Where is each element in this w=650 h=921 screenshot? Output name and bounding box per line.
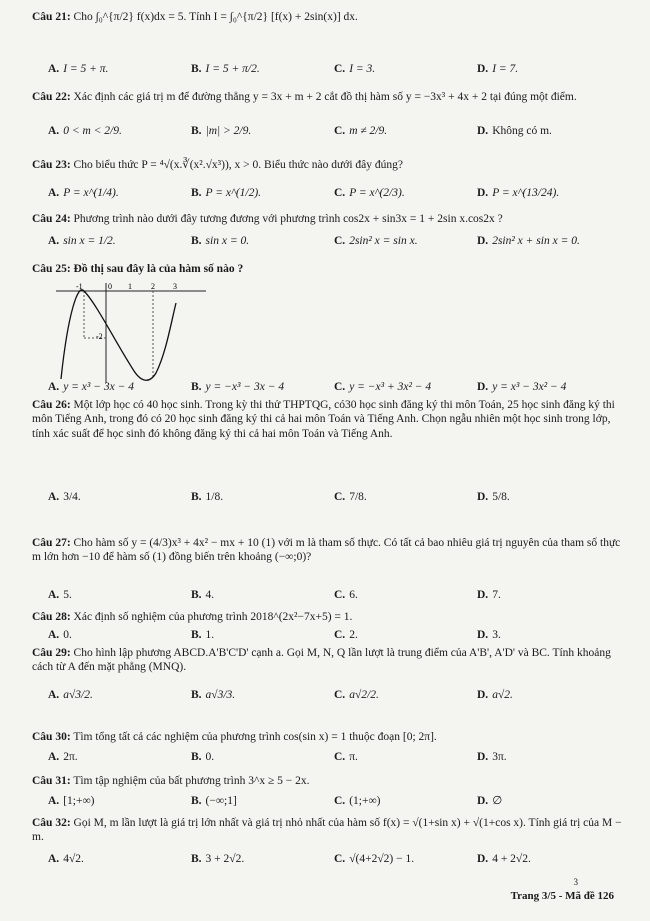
tick-label-x: 2 [151,283,155,291]
option-d[interactable]: D. y = x³ − 3x² − 4 [477,381,567,393]
options-21 [48,62,620,76]
question-number: Câu 27: [32,537,71,549]
option-d[interactable]: D. 3. [477,629,501,641]
question-stem: Xác định các giá trị m để đường thẳng y = 3x + m + 2 cắt đồ thị hàm số y = −3x³ + 4x + 2 tại đúng một điểm. [73,91,577,103]
option-a[interactable]: A. 2π. [48,751,78,763]
option-a[interactable]: A. 0 < m < 2/9. [48,125,122,137]
option-d[interactable]: D. 5/8. [477,491,510,503]
option-a[interactable]: A. I = 5 + π. [48,63,109,75]
options-29 [48,688,620,702]
question-number: Câu 32: [32,817,71,829]
question-23 [32,158,622,172]
question-stem: Phương trình nào dưới đây tương đương với phương trình cos2x + sin3x = 1 + 2sin x.cos2x ? [73,213,503,225]
question-27 [32,536,622,565]
options-31 [48,794,620,808]
option-d[interactable]: D. I = 7. [477,63,519,75]
option-c[interactable]: C. 2. [334,629,358,641]
question-stem: Cho biểu thức P = ⁴√(x.∛(x².√x³)), x > 0. Biểu thức nào dưới đây đúng? [73,159,403,171]
cubic-graph-figure [56,283,206,383]
option-b[interactable]: B. 3 + 2√2. [191,853,245,865]
question-number: Câu 23: [32,159,71,171]
question-30 [32,730,622,744]
option-d[interactable]: D. 2sin² x + sin x = 0. [477,235,580,247]
options-24 [48,234,620,248]
option-c[interactable]: C. 7/8. [334,491,367,503]
question-26 [32,398,622,441]
option-b[interactable]: B. (−∞;1] [191,795,237,807]
options-23 [48,186,620,200]
tick-label-x: -1 [76,283,83,291]
question-number: Câu 30: [32,731,71,743]
option-c[interactable]: C. y = −x³ + 3x² − 4 [334,381,432,393]
option-a[interactable]: A. 3/4. [48,491,81,503]
option-a[interactable]: A. a√3/2. [48,689,93,701]
option-b[interactable]: B. I = 5 + π/2. [191,63,260,75]
option-b[interactable]: B. sin x = 0. [191,235,250,247]
question-stem: Cho hình lập phương ABCD.A'B'C'D' cạnh a. Gọi M, N, Q lần lượt là trung điểm của A'B', A'D' và BC. Tính khoảng cách từ A đến mặt phẳng (MNQ). [32,647,611,674]
options-27 [48,588,620,602]
option-a[interactable]: A. 5. [48,589,72,601]
options-32 [48,852,620,866]
option-a[interactable]: A. 4√2. [48,853,84,865]
option-b[interactable]: B. a√3/3. [191,689,236,701]
options-26 [48,490,620,504]
question-stem: Đồ thị sau đây là của hàm số nào ? [73,263,244,275]
question-number: Câu 24: [32,213,71,225]
question-number: Câu 26: [32,399,71,411]
page-number: 3 [573,877,578,887]
option-c[interactable]: C. 2sin² x = sin x. [334,235,418,247]
question-29 [32,646,622,675]
option-a[interactable]: A. 0. [48,629,72,641]
question-stem: Tìm tập nghiệm của bất phương trình 3^x ≥ 5 − 2x. [73,775,310,787]
option-a[interactable]: A. P = x^(1/4). [48,187,119,199]
option-b[interactable]: B. 4. [191,589,215,601]
option-c[interactable]: C. I = 3. [334,63,376,75]
question-24 [32,212,622,226]
options-25 [48,380,620,394]
option-d[interactable]: D. P = x^(13/24). [477,187,560,199]
tick-label-x: 1 [128,283,132,291]
option-b[interactable]: B. 1. [191,629,215,641]
question-stem: Cho hàm số y = (4/3)x³ + 4x² − mx + 10 (1) với m là tham số thực. Có tất cả bao nhiêu giá trị nguyên của tham số thực m lớn hơn −10 để hàm số (1) đồng biến trên khoảng (−∞;0)? [32,537,621,564]
question-number: Câu 25: [32,263,71,275]
option-c[interactable]: C. π. [334,751,358,763]
question-stem: Tìm tổng tất cả các nghiệm của phương trình cos(sin x) = 1 thuộc đoạn [0; 2π]. [73,731,437,743]
question-32 [32,816,622,845]
question-number: Câu 28: [32,611,71,623]
question-25 [32,262,622,276]
question-number: Câu 31: [32,775,71,787]
option-b[interactable]: B. P = x^(1/2). [191,187,262,199]
option-d[interactable]: D. a√2. [477,689,513,701]
tick-label-x: 3 [173,283,177,291]
option-a[interactable]: A. y = x³ − 3x − 4 [48,381,134,393]
option-c[interactable]: C. P = x^(2/3). [334,187,405,199]
page-footer: Trang 3/5 - Mã đề 126 [510,890,614,902]
question-number: Câu 22: [32,91,71,103]
tick-label-x: 0 [108,283,112,291]
option-c[interactable]: C. a√2/2. [334,689,379,701]
option-b[interactable]: B. 1/8. [191,491,224,503]
question-31 [32,774,622,788]
tick-label-y: -2 [96,332,103,341]
option-d[interactable]: D. 3π. [477,751,507,763]
options-30 [48,750,620,764]
option-d[interactable]: D. 7. [477,589,501,601]
question-stem: Cho ∫₀^{π/2} f(x)dx = 5. Tính I = ∫₀^{π/2} [f(x) + 2sin(x)] dx. [73,11,358,23]
option-c[interactable]: C. √(4+2√2) − 1. [334,853,415,865]
question-28 [32,610,622,624]
options-22 [48,124,620,138]
question-stem: Gọi M, m lần lượt là giá trị lớn nhất và giá trị nhỏ nhất của hàm số f(x) = √(1+sin x) + √(1+cos x). Tính giá trị của M − m. [32,817,622,844]
question-stem: Xác định số nghiệm của phương trình 2018^(2x²−7x+5) = 1. [73,611,353,623]
question-stem: Một lớp học có 40 học sinh. Trong kỳ thi thử THPTQG, có30 học sinh đăng ký thi môn Toán, 25 học sinh đăng ký thi môn Tiếng Anh, trong đó có 20 học sinh đăng ký thi cả hai môn Toán và Tiếng Anh. Chọn ngẫu nhiên một học sinh trong lớp, tính xác suất để học sinh đó không đăng ký thi cả hai môn Toán và Tiếng Anh. [32,399,615,440]
option-d[interactable]: D. Không có m. [477,125,552,137]
options-28 [48,628,620,642]
option-a[interactable]: A. [1;+∞) [48,795,95,807]
question-number: Câu 29: [32,647,71,659]
question-22 [32,90,622,104]
option-c[interactable]: C. 6. [334,589,358,601]
option-b[interactable]: B. y = −x³ − 3x − 4 [191,381,285,393]
option-b[interactable]: B. 0. [191,751,215,763]
question-number: Câu 21: [32,11,71,23]
option-b[interactable]: B. |m| > 2/9. [191,125,252,137]
option-d[interactable]: D. ∅ [477,795,503,807]
option-d[interactable]: D. 4 + 2√2. [477,853,531,865]
option-a[interactable]: A. sin x = 1/2. [48,235,116,247]
option-c[interactable]: C. m ≠ 2/9. [334,125,388,137]
question-21 [32,10,622,24]
option-c[interactable]: C. (1;+∞) [334,795,381,807]
function-curve [61,290,176,381]
